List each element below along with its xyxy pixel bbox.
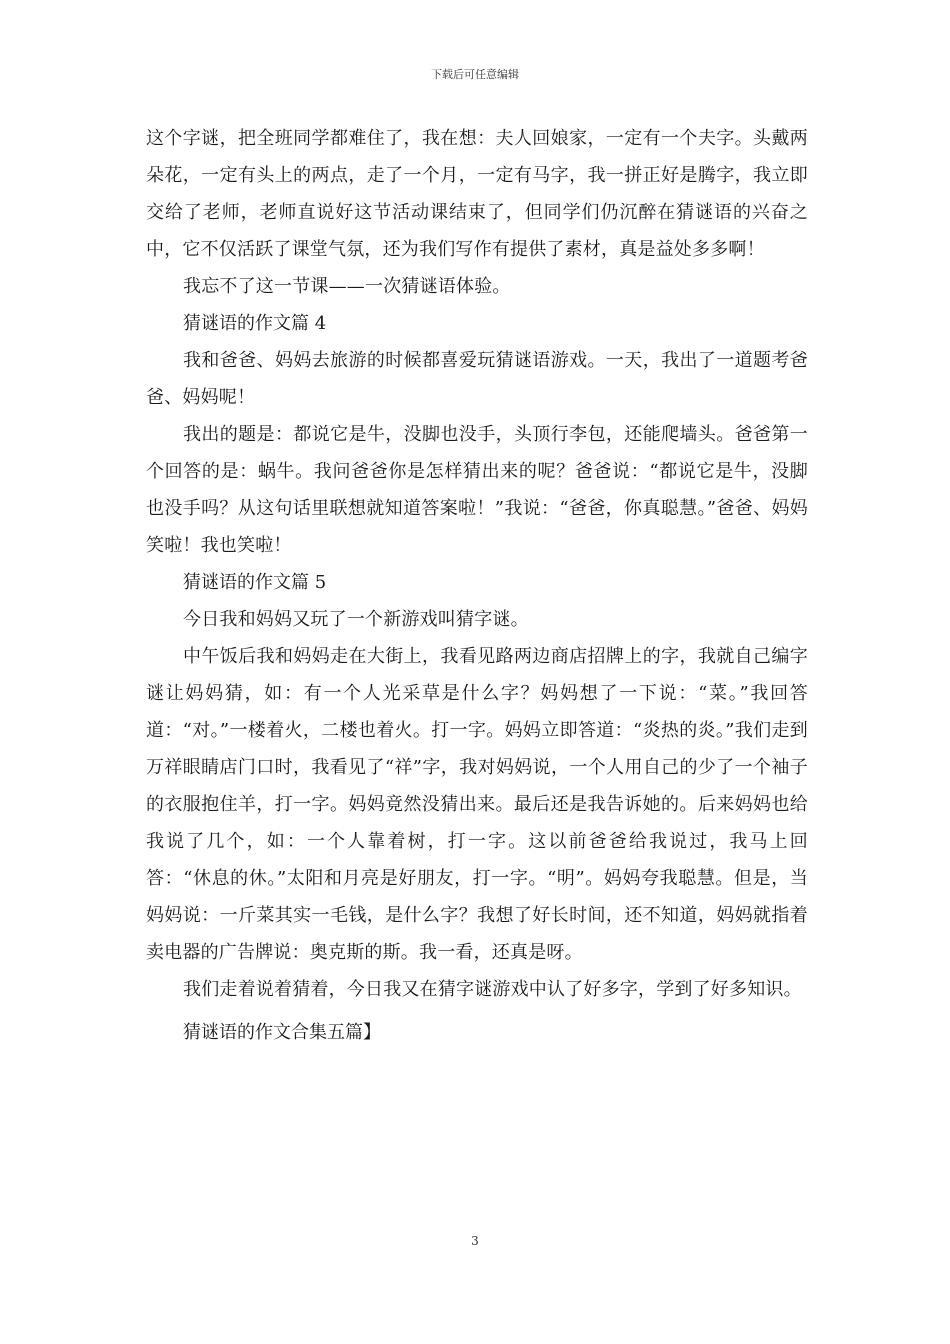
- document-body: [146, 120, 808, 1051]
- page-header: 下载后可任意编辑: [431, 68, 519, 81]
- paragraph-snail-riddle: 我出的题是：都说它是牛，没脚也没手，头顶行李包，还能爬墙头。爸爸第一个回答的是：蜗牛。我问爸爸你是怎样猜出来的呢？爸爸说：“都说它是牛，没脚也没手吗？从这句话里联想就知道答案啦！”我说：“爸爸，你真聪慧。”爸爸、妈妈笑啦！我也笑啦！: [146, 424, 808, 556]
- page-number: 3: [471, 1234, 479, 1248]
- section-heading-4: 猜谜语的作文篇 4: [183, 313, 327, 334]
- closing-title: 猜谜语的作文合集五篇】: [183, 1022, 381, 1043]
- paragraph-new-game: 今日我和妈妈又玩了一个新游戏叫猜字谜。: [183, 609, 529, 630]
- paragraph-learned-words: 我们走着说着猜着，今日我又在猜字谜游戏中认了好多字，学到了好多知识。: [183, 979, 802, 1000]
- paragraph-riddle-continuation: 这个字谜，把全班同学都难住了，我在想：夫人回娘家，一定有一个夫字。头戴两朵花，一定有头上的两点，走了一个月，一定有马字，我一拼正好是腾字，我立即交给了老师，老师直说好这节活动课结束了，但同学们仍沉醉在猜谜语的兴奋之中，它不仅活跃了课堂气氛，还为我们写作有提供了素材，真是益处多多啊！: [146, 128, 808, 260]
- paragraph-unforgettable-lesson: 我忘不了这一节课——一次猜谜语体验。: [183, 276, 511, 297]
- paragraph-street-riddles: 中午饭后我和妈妈走在大街上，我看见路两边商店招牌上的字，我就自己编字谜让妈妈猜，如：有一个人光采草是什么字？妈妈想了一下说：“菜。”我回答道：“对。”一楼着火，二楼也着火。打一字。妈妈立即答道：“炎热的炎。”我们走到万祥眼睛店门口时，我看见了“祥”字，我对妈妈说，一个人用自己的少了一个袖子的衣服抱住羊，打一字。妈妈竟然没猜出来。最后还是我告诉她的。后来妈妈也给我说了几个，如：一个人靠着树，打一字。这以前爸爸给我说过，我马上回答：“休息的休。”太阳和月亮是好朋友，打一字。“明”。妈妈夸我聪慧。但是，当妈妈说：一斤菜其实一毛钱，是什么字？我想了好长时间，还不知道，妈妈就指着卖电器的广告牌说：奥克斯的斯。我一看，还真是呀。: [146, 646, 808, 963]
- paragraph-travel-riddle: 我和爸爸、妈妈去旅游的时候都喜爱玩猜谜语游戏。一天，我出了一道题考爸爸、妈妈呢！: [146, 350, 808, 408]
- section-heading-5: 猜谜语的作文篇 5: [183, 572, 327, 593]
